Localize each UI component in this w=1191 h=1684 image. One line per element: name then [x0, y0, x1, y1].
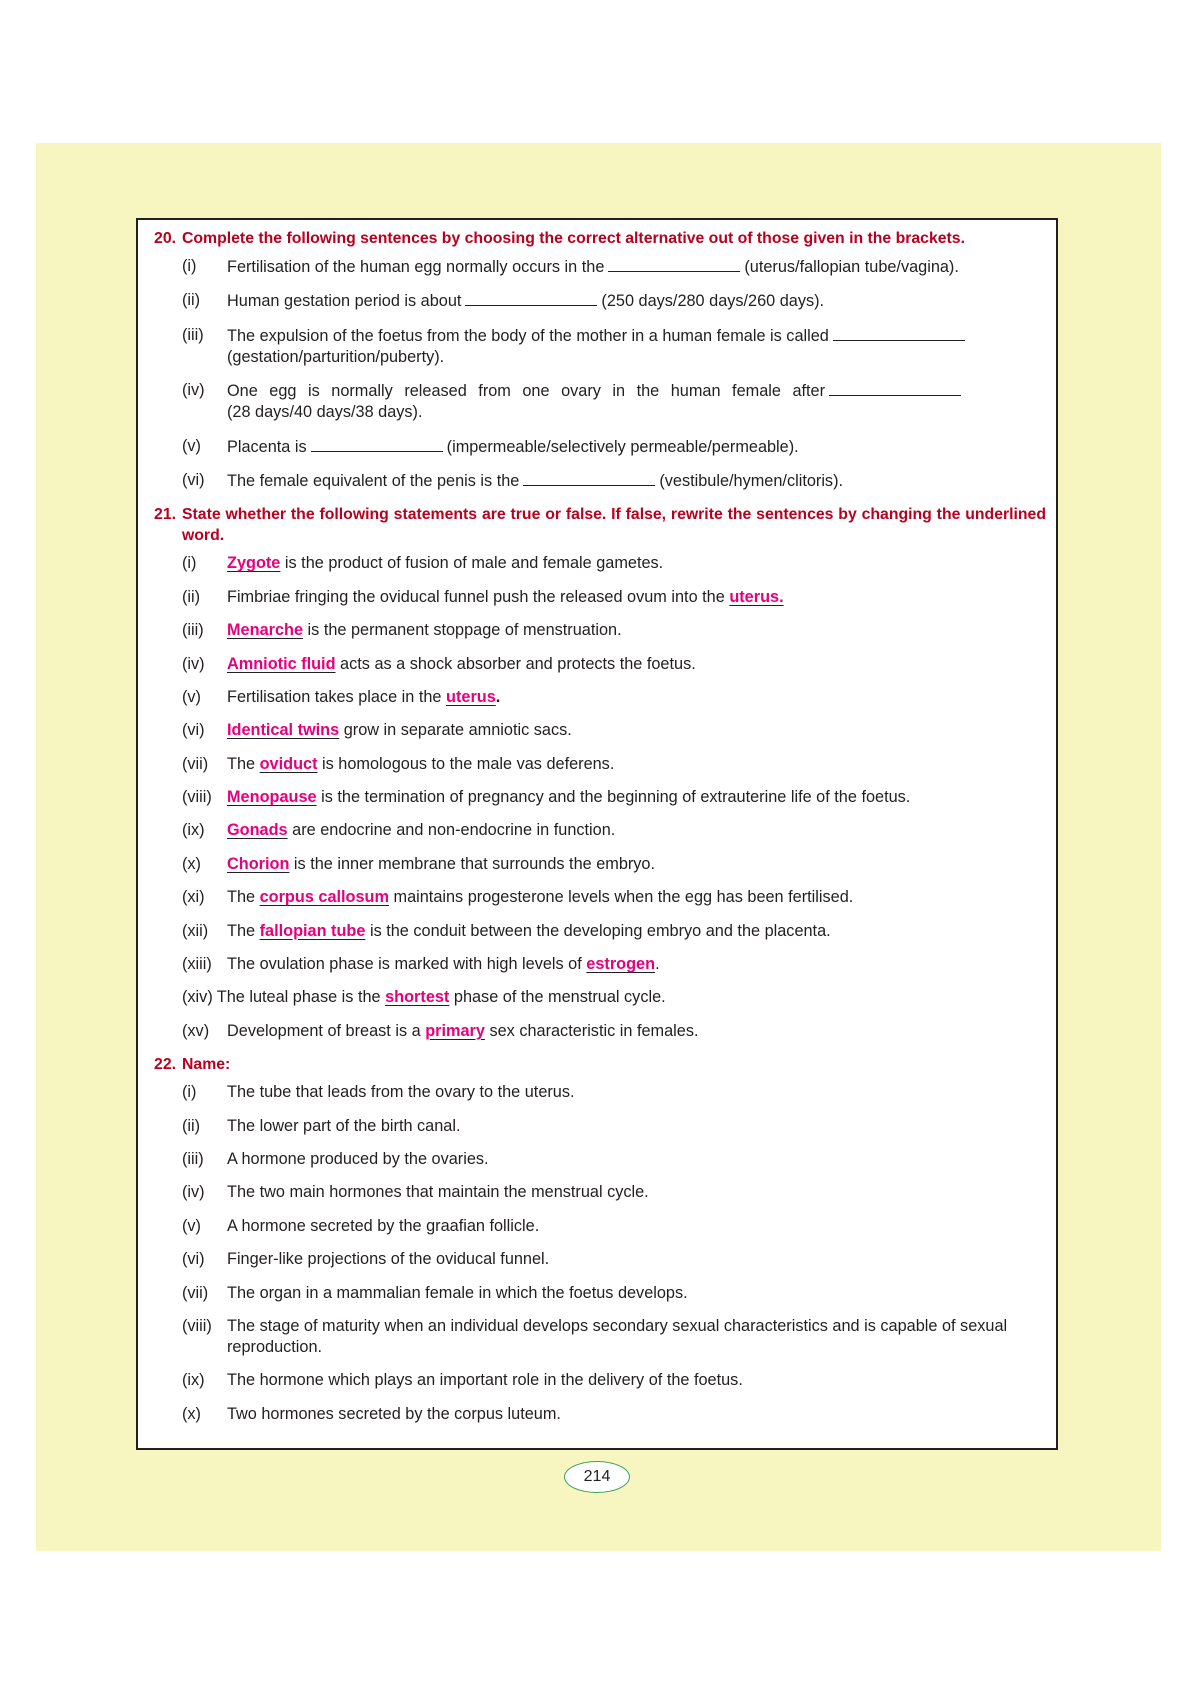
item-numeral: (iv) — [182, 654, 205, 673]
q20-item — [148, 290, 1046, 312]
item-text: The expulsion of the foetus from the body of the mother in a human female is called — [227, 326, 829, 345]
item-text: The ovulation phase is marked with high levels of — [227, 955, 587, 974]
answer-blank[interactable] — [608, 256, 740, 272]
q21-item — [148, 1021, 1046, 1042]
item-numeral: (x) — [182, 854, 201, 873]
item-numeral: (iv) — [182, 381, 205, 400]
item-options: (impermeable/selectively permeable/permeable). — [446, 437, 799, 456]
item-text: are endocrine and non-endocrine in function. — [287, 821, 616, 840]
item-numeral: (iii) — [182, 325, 204, 344]
item-text: The stage of maturity when an individual develops secondary sexual characteristics and is capable of sexual reproduction. — [227, 1316, 1008, 1356]
question-22-heading — [148, 1054, 1046, 1075]
item-text: is the permanent stoppage of menstruation. — [303, 621, 622, 640]
item-numeral: (v) — [182, 1216, 201, 1235]
q20-item — [148, 256, 1046, 278]
underlined-word: uterus — [446, 687, 496, 706]
item-numeral: (iv) — [182, 1183, 205, 1202]
item-numeral: (ii) — [182, 587, 201, 606]
item-numeral: (iii) — [182, 1149, 204, 1168]
item-numeral: (vii) — [182, 754, 209, 773]
answer-blank[interactable] — [465, 290, 597, 306]
item-numeral: (ix) — [182, 821, 205, 840]
underlined-word: Menarche — [227, 621, 304, 640]
q22-item — [148, 1404, 1046, 1425]
item-text: Placenta is — [227, 437, 307, 456]
underlined-word: uterus. — [729, 587, 784, 606]
question-20-heading — [148, 228, 1046, 249]
item-text: The — [227, 754, 260, 773]
q20-item — [148, 325, 1046, 368]
item-text: is the product of fusion of male and female gametes. — [280, 554, 664, 573]
q21-item — [148, 754, 1046, 775]
item-text: is the inner membrane that surrounds the embryo. — [289, 854, 656, 873]
underlined-word: shortest — [385, 988, 450, 1007]
item-text: One egg is normally released from one ovary in the human female after — [227, 382, 826, 401]
underlined-word: Amniotic fluid — [227, 654, 336, 673]
item-numeral: (viii) — [182, 788, 212, 807]
item-text: Development of breast is a — [227, 1021, 426, 1040]
question-number: 22. — [154, 1056, 176, 1074]
item-options: (vestibule/hymen/clitoris). — [659, 471, 844, 490]
item-text: The hormone which plays an important role in the delivery of the foetus. — [227, 1371, 743, 1390]
item-options: (uterus/fallopian tube/vagina). — [744, 258, 959, 276]
item-options: (28 days/40 days/38 days). — [227, 403, 423, 422]
item-options: (gestation/parturition/puberty). — [227, 347, 445, 366]
underlined-word: estrogen — [586, 955, 656, 974]
item-text: Finger-like projections of the oviducal funnel. — [227, 1250, 550, 1269]
item-text: sex characteristic in females. — [484, 1021, 699, 1040]
question-number: 20. — [154, 230, 176, 247]
answer-blank[interactable] — [311, 436, 443, 452]
question-21-heading — [148, 504, 1046, 546]
question-number: 21. — [154, 506, 176, 524]
underlined-word: primary — [425, 1021, 485, 1040]
item-numeral: (ii) — [182, 1116, 201, 1135]
underlined-word: Chorion — [227, 854, 290, 873]
item-text: Human gestation period is about — [227, 292, 462, 311]
q21-item — [148, 620, 1046, 641]
q21-item — [148, 687, 1046, 708]
item-numeral: (vii) — [182, 1283, 209, 1302]
page-number: 214 — [564, 1461, 630, 1493]
answer-blank[interactable] — [833, 325, 965, 341]
item-numeral: (xiii) — [182, 955, 212, 974]
item-text: The two main hormones that maintain the menstrual cycle. — [227, 1183, 649, 1202]
item-text: grow in separate amniotic sacs. — [339, 721, 572, 740]
underlined-word: Menopause — [227, 788, 317, 807]
item-text: The — [227, 921, 260, 940]
q21-item — [148, 820, 1046, 841]
q21-item — [148, 921, 1046, 942]
item-text: Fimbriae fringing the oviducal funnel push the released ovum into the — [227, 587, 730, 606]
item-numeral: (xv) — [182, 1021, 210, 1040]
item-text: phase of the menstrual cycle. — [449, 988, 666, 1007]
item-text: A hormone secreted by the graafian follicle. — [227, 1216, 540, 1235]
item-text: maintains progesterone levels when the egg has been fertilised. — [388, 888, 854, 907]
q22-item — [148, 1149, 1046, 1170]
q22-item — [148, 1283, 1046, 1304]
answer-blank[interactable] — [829, 380, 961, 396]
q20-item — [148, 470, 1046, 492]
q21-item — [148, 654, 1046, 675]
item-text: The lower part of the birth canal. — [227, 1116, 461, 1135]
item-text: A hormone produced by the ovaries. — [227, 1149, 489, 1168]
q22-item — [148, 1249, 1046, 1270]
q22-item — [148, 1370, 1046, 1391]
item-numeral: (xii) — [182, 921, 209, 940]
q22-item — [148, 1216, 1046, 1237]
item-text: The luteal phase is the — [216, 988, 386, 1007]
answer-blank[interactable] — [523, 470, 655, 486]
item-text: is homologous to the male vas deferens. — [317, 754, 615, 773]
item-numeral: (i) — [182, 1083, 197, 1102]
q22-item — [148, 1116, 1046, 1137]
item-text: Fertilisation takes place in the — [227, 687, 447, 706]
q20-item — [148, 380, 1046, 423]
underlined-word: corpus callosum — [259, 888, 389, 907]
item-text: The tube that leads from the ovary to the uterus. — [227, 1083, 575, 1102]
item-text: The organ in a mammalian female in which the foetus develops. — [227, 1283, 688, 1302]
q21-item — [148, 553, 1046, 574]
item-numeral: (iii) — [182, 621, 204, 640]
item-options: (250 days/280 days/260 days). — [601, 292, 825, 311]
q20-item — [148, 436, 1046, 458]
question-text: Complete the following sentences by choosing the correct alternative out of those given in the brackets. — [182, 230, 965, 247]
item-numeral: (i) — [182, 554, 197, 573]
q22-item — [148, 1082, 1046, 1103]
q21-item — [148, 720, 1046, 741]
question-text: Name: — [182, 1056, 231, 1074]
item-numeral: (i) — [182, 257, 197, 275]
item-text: acts as a shock absorber and protects the foetus. — [335, 654, 696, 673]
item-numeral: (vi) — [182, 1250, 205, 1269]
item-numeral: (vi) — [182, 470, 205, 489]
underlined-word: fallopian tube — [259, 921, 366, 940]
question-text: State whether the following statements are true or false. If false, rewrite the sentences by changing the underlined word. — [182, 506, 1046, 545]
underlined-word: Zygote — [227, 554, 281, 573]
item-text: is the conduit between the developing embryo and the placenta. — [365, 921, 831, 940]
item-numeral: (v) — [182, 436, 201, 455]
item-text: The — [227, 888, 260, 907]
q22-item — [148, 1316, 1046, 1358]
item-text: . — [495, 687, 501, 706]
q22-item — [148, 1182, 1046, 1203]
item-numeral: (v) — [182, 687, 201, 706]
q21-item — [148, 587, 1046, 608]
item-numeral: (xi) — [182, 888, 205, 907]
underlined-word: Gonads — [227, 821, 288, 840]
item-numeral: (x) — [182, 1404, 201, 1423]
item-numeral: (ix) — [182, 1371, 205, 1390]
item-numeral: (xiv) — [182, 988, 213, 1007]
q21-item — [148, 854, 1046, 875]
item-numeral: (vi) — [182, 721, 205, 740]
item-text: . — [655, 955, 660, 974]
item-numeral: (ii) — [182, 291, 201, 310]
item-numeral: (viii) — [182, 1316, 212, 1335]
q21-item — [148, 887, 1046, 908]
item-text: The female equivalent of the penis is the — [227, 471, 520, 490]
q21-item — [148, 987, 1046, 1008]
q21-item — [148, 954, 1046, 975]
item-text: Fertilisation of the human egg normally occurs in the — [227, 258, 605, 276]
underlined-word: Identical twins — [227, 721, 340, 740]
q21-item — [148, 787, 1046, 808]
item-text: is the termination of pregnancy and the beginning of extrauterine life of the foetus. — [316, 788, 911, 807]
underlined-word: oviduct — [259, 754, 318, 773]
exercise-box — [136, 218, 1058, 1450]
item-text: Two hormones secreted by the corpus luteum. — [227, 1404, 561, 1423]
